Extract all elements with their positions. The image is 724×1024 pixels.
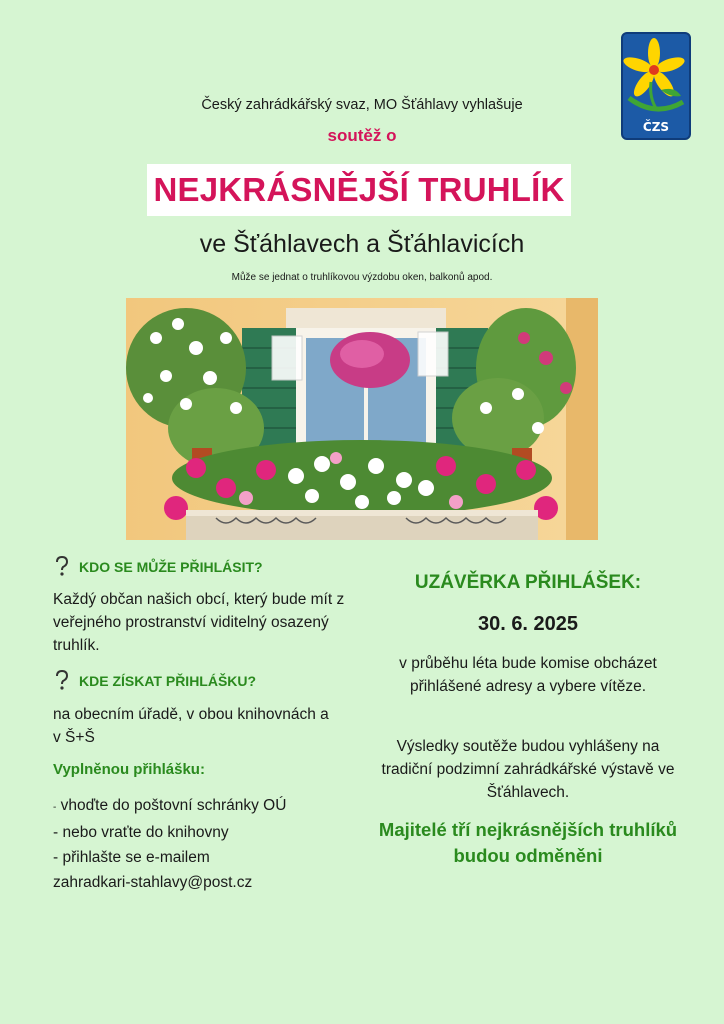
- who-heading-label: KDO SE MŮŽE PŘIHLÁSIT?: [79, 559, 263, 575]
- submission-steps: [53, 793, 286, 895]
- step-dash: -: [53, 802, 57, 813]
- results-text: Výsledky soutěže budou vyhlášeny na tradiční podzimní zahrádkářské výstavě ve Šťáhlavech.: [381, 738, 675, 801]
- question-mark-icon: [53, 556, 71, 578]
- page-title: NEJKRÁSNĚJŠÍ TRUHLÍK: [153, 171, 565, 208]
- filled-application-label: Vyplněnou přihlášku:: [53, 761, 205, 778]
- where-to-get-heading: [53, 670, 256, 692]
- title-box: [147, 164, 571, 216]
- commission-text: v průběhu léta bude komise obcházet přihlášené adresy a vybere vítěze.: [399, 655, 657, 695]
- step-dash: -: [53, 849, 59, 866]
- step-dash: -: [53, 824, 59, 841]
- step-text: vhoďte do poštovní schránky OÚ: [60, 797, 287, 814]
- note-text: Může se jednat o truhlíkovou výzdobu oken, balkonů apod.: [231, 272, 493, 283]
- who-can-apply-heading: [53, 556, 263, 578]
- logo-text: ČZS: [642, 120, 670, 134]
- who-text: Každý občan našich obcí, který bude mít z veřejného prostranství viditelný osazený truhlík.: [53, 591, 345, 654]
- reward-text: Majitelé tří nejkrásnějších truhlíků budou odměněni: [378, 819, 678, 866]
- intro-text: Český zahrádkářský svaz, MO Šťáhlavy vyhlašuje: [201, 97, 523, 113]
- balcony-flowers-photo: [126, 298, 598, 540]
- czs-logo: [621, 32, 691, 140]
- list-item: [53, 793, 286, 820]
- step-text: nebo vraťte do knihovny: [62, 824, 229, 841]
- deadline-heading: UZÁVĚRKA PŘIHLÁŠEK:: [414, 572, 642, 593]
- step-text: přihlašte se e-mailem: [62, 849, 210, 866]
- question-mark-icon: [53, 670, 71, 692]
- list-item: [53, 845, 286, 870]
- list-item: [53, 820, 286, 845]
- where-text: na obecním úřadě, v obou knihovnách a v Š+Š: [53, 706, 329, 746]
- subtitle: ve Šťáhlavech a Šťáhlavicích: [199, 230, 525, 258]
- email-address[interactable]: zahradkari-stahlavy@post.cz: [53, 874, 253, 891]
- where-heading-label: KDE ZÍSKAT PŘIHLÁŠKU?: [79, 673, 257, 689]
- contest-label: soutěž o: [327, 126, 397, 145]
- deadline-date: 30. 6. 2025: [477, 613, 579, 635]
